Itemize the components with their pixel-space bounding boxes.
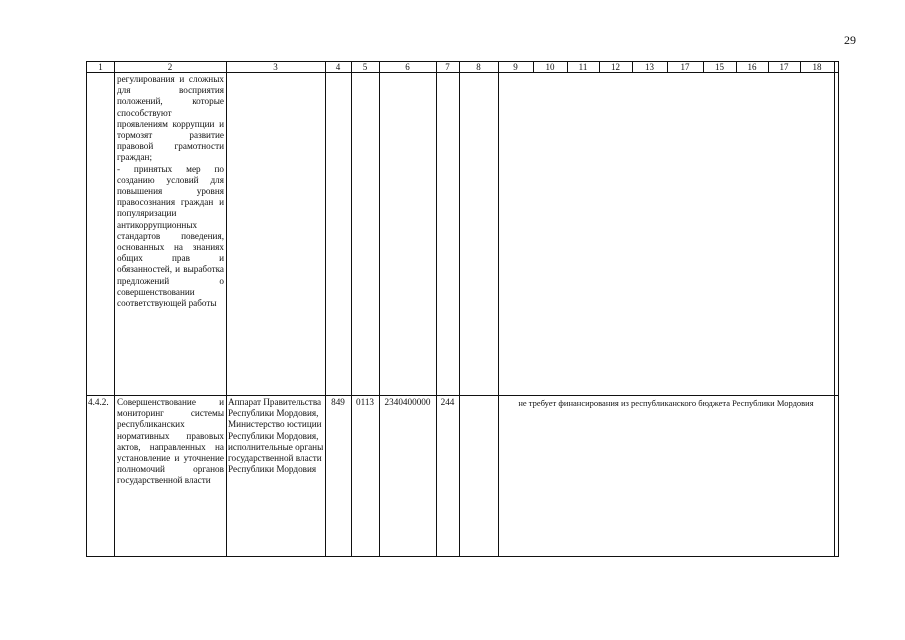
col-header-11: 11 xyxy=(578,62,588,72)
grid-line xyxy=(498,62,499,556)
col-header-18: 18 xyxy=(812,62,822,72)
row2-col4: 849 xyxy=(331,397,345,407)
col-header-5: 5 xyxy=(362,62,368,72)
grid-line xyxy=(379,62,380,556)
budget-table xyxy=(86,61,839,557)
row2-activity-name: Совершенствование и мониторинг системы республиканских нормативных правовых актов, направленных на установление и уточнение полномочий органов государственной власти xyxy=(117,397,227,486)
col-header-1: 1 xyxy=(98,62,103,72)
col-header-7: 7 xyxy=(445,62,450,72)
grid-line xyxy=(834,62,835,556)
row2-col6: 2340400000 xyxy=(384,397,431,407)
col-header-12: 12 xyxy=(611,62,620,72)
grid-line xyxy=(351,62,352,556)
col-header-3: 3 xyxy=(273,62,278,72)
col-header-2: 2 xyxy=(167,62,173,72)
grid-line xyxy=(436,62,437,556)
col-header-4: 4 xyxy=(335,62,341,72)
col-header-14: 17 xyxy=(680,62,690,72)
grid-line xyxy=(226,62,227,556)
col-header-6: 6 xyxy=(405,62,410,72)
row2-col5: 0113 xyxy=(355,397,375,407)
col-header-13: 13 xyxy=(645,62,654,72)
grid-line xyxy=(114,62,115,556)
col-header-10: 10 xyxy=(545,62,555,72)
col-header-16: 16 xyxy=(747,62,757,72)
row2-executor: Аппарат Правительства Республики Мордовия, Министерство юстиции Республики Мордовия, исполнительные органы государственной власти Республики Мордовия xyxy=(228,397,326,475)
grid-line xyxy=(459,62,460,556)
row1-activity-name: регулирования и сложных для восприятия положений, которые способствуют проявлениям коррупции и тормозят развитие правовой грамотности граждан; - принятых мер по созданию условий для повышения уровня правосознания граждан и популяризации антикоррупционных стандартов поведения, основанных на знаниях общих прав и обязанностей, и выработка предложений о совершенствовании соответствующей работы xyxy=(117,74,224,309)
row2-number: 4.4.2. xyxy=(88,397,109,407)
col-header-15: 15 xyxy=(715,62,724,72)
grid-line xyxy=(325,62,326,556)
row2-col7: 244 xyxy=(440,397,455,407)
col-header-9: 9 xyxy=(513,62,518,72)
header-divider xyxy=(87,72,838,73)
row-divider xyxy=(87,395,838,396)
col-header-17: 17 xyxy=(779,62,789,72)
col-header-8: 8 xyxy=(476,62,481,72)
row2-financing-note: не требует финансирования из республиканского бюджета Республики Мордовия xyxy=(518,398,814,408)
page-number: 29 xyxy=(844,33,856,47)
